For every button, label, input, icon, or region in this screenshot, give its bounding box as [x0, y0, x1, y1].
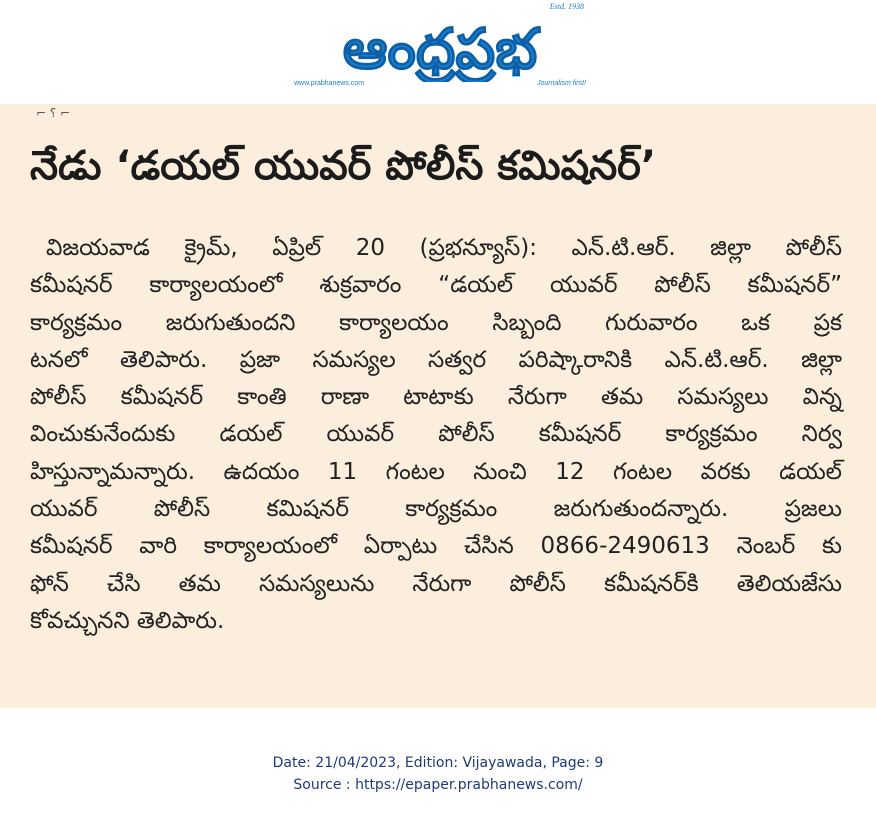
edition-info: Date: 21/04/2023, Edition: Vijayawada, Page: 9 [272, 755, 604, 771]
article-body [30, 230, 842, 640]
article-line: కమీషనర్ వారి కార్యాలయంలో ఏర్పాటు చేసిన 0866-2490613 నెంబర్ కు [30, 533, 842, 560]
masthead [0, 0, 876, 104]
article-line: విజయవాడ క్రైమ్, ఏప్రిల్ 20 (ప్రభన్యూస్): ఎన్.టి.ఆర్. జిల్లా పోలీస్ [46, 235, 842, 261]
article-line: యువర్ పోలీస్ కమిషనర్ కార్యక్రమం జరుగుతుందన్నారు. ప్రజలు [30, 496, 842, 523]
logo-established: Estd. 1938 [549, 2, 584, 11]
article-line: కార్యక్రమం జరుగుతుందని కార్యాలయం సిబ్బంది గురువారం ఒక ప్రక [30, 309, 842, 336]
article-line: హిస్తున్నామన్నారు. ఉదయం 11 గంటల నుంచి 12 గంటల వరకు డయల్ [30, 458, 842, 485]
article-headline: నేడు ‘డయల్ యువర్ పోలీస్ కమిషనర్’ [30, 143, 657, 189]
article-line: పోలీస్ కమీషనర్ కాంతి రాణా టాటాకు నేరుగా తమ సమస్యలు విన్న [30, 384, 842, 411]
article-line: కోవచ్చునని తెలిపారు. [30, 607, 225, 634]
article-line: వించుకునేందుకు డయల్ యువర్ పోలీస్ కమీషనర్ కార్యక్రమం నిర్వ [30, 421, 842, 448]
newspaper-logo [290, 2, 590, 94]
clipping-footer [0, 752, 876, 796]
article-line: ఫోన్ చేసి తమ సమస్యలును నేరుగా పోలీస్ కమీషనర్‌కి తెలియజేసు [30, 570, 842, 597]
logo-tagline: Journalism first! [536, 80, 586, 87]
logo-wordmark [290, 2, 590, 82]
logo-website: www.prabhanews.com [294, 80, 365, 87]
article-line: కమీషనర్ కార్యాలయంలో శుక్రవారం “డయల్ యువర్ పోలీస్ కమీషనర్” [30, 272, 842, 299]
source-link[interactable]: Source : https://epaper.prabhanews.com/ [293, 777, 583, 793]
news-clipping [0, 104, 876, 708]
logo-text: ఆంధ్రప్రభ [342, 17, 538, 82]
article-line: టనలో తెలిపారు. ప్రజా సమస్యల సత్వర పరిష్కారానికి ఎన్.టి.ఆర్. జిల్లా [30, 346, 842, 373]
clip-edge-fragment: ⌐ ⸮ ⌐ [36, 106, 71, 120]
